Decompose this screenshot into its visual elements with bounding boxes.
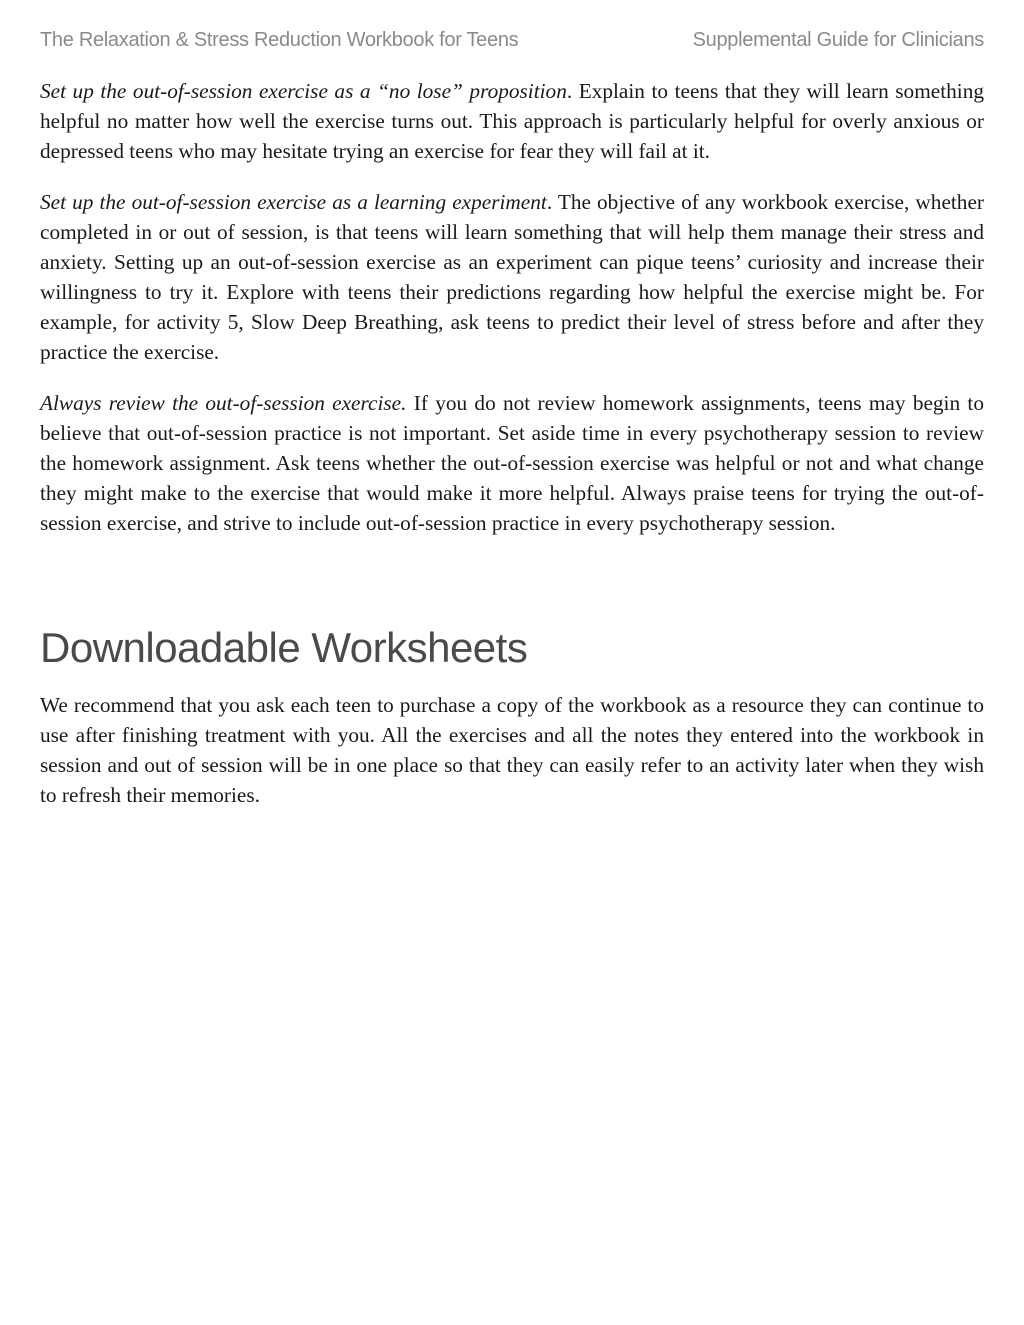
paragraph-learning-experiment (40, 187, 984, 367)
paragraph-always-review (40, 388, 984, 538)
section-heading: Downloadable Worksheets (40, 624, 528, 671)
paragraph-body: If you do not review homework assignments, teens may begin to believe that out-of-session practice is not important. Set aside time in every psychotherapy session to review the homework assignment. Ask teens whether the out-of-session exercise was helpful or not and what change they might make to the exercise that would make it more helpful. Always praise teens for trying the out-of-session exercise, and strive to include out-of-session practice in every psychotherapy session. (40, 391, 984, 535)
paragraph-lead-phrase: Set up the out-of-session exercise as a “no lose” proposition (40, 79, 567, 103)
paragraph-lead-phrase: Set up the out-of-session exercise as a learning experiment (40, 190, 547, 214)
paragraph-lead-phrase: Always review the out-of-session exercise. (40, 391, 407, 415)
paragraph-no-lose-proposition (40, 76, 984, 166)
section-paragraph: We recommend that you ask each teen to purchase a copy of the workbook as a resource they can continue to use after finishing treatment with you. All the exercises and all the notes they entered into the workbook in session and out of session will be in one place so that they can easily refer to an activity later when they wish to refresh their memories. (40, 693, 984, 807)
paragraph-body: . The objective of any workbook exercise, whether completed in or out of session, is that teens will learn something that will help them manage their stress and anxiety. Setting up an out-of-session exercise as an experiment can pique teens’ curiosity and increase their willingness to try it. Explore with teens their predictions regarding how helpful the exercise might be. For example, for activity 5, Slow Deep Breathing, ask teens to predict their level of stress before and after they practice the exercise. (40, 190, 985, 364)
running-header (40, 26, 984, 54)
header-book-title: The Relaxation & Stress Reduction Workbook for Teens (40, 28, 519, 51)
header-guide-title: Supplemental Guide for Clinicians (692, 28, 984, 51)
paragraph-body: . Explain to teens that they will learn something helpful no matter how well the exercise turns out. This approach is particularly helpful for overly anxious or depressed teens who may hesitate trying an exercise for fear they will fail at it. (40, 79, 985, 163)
